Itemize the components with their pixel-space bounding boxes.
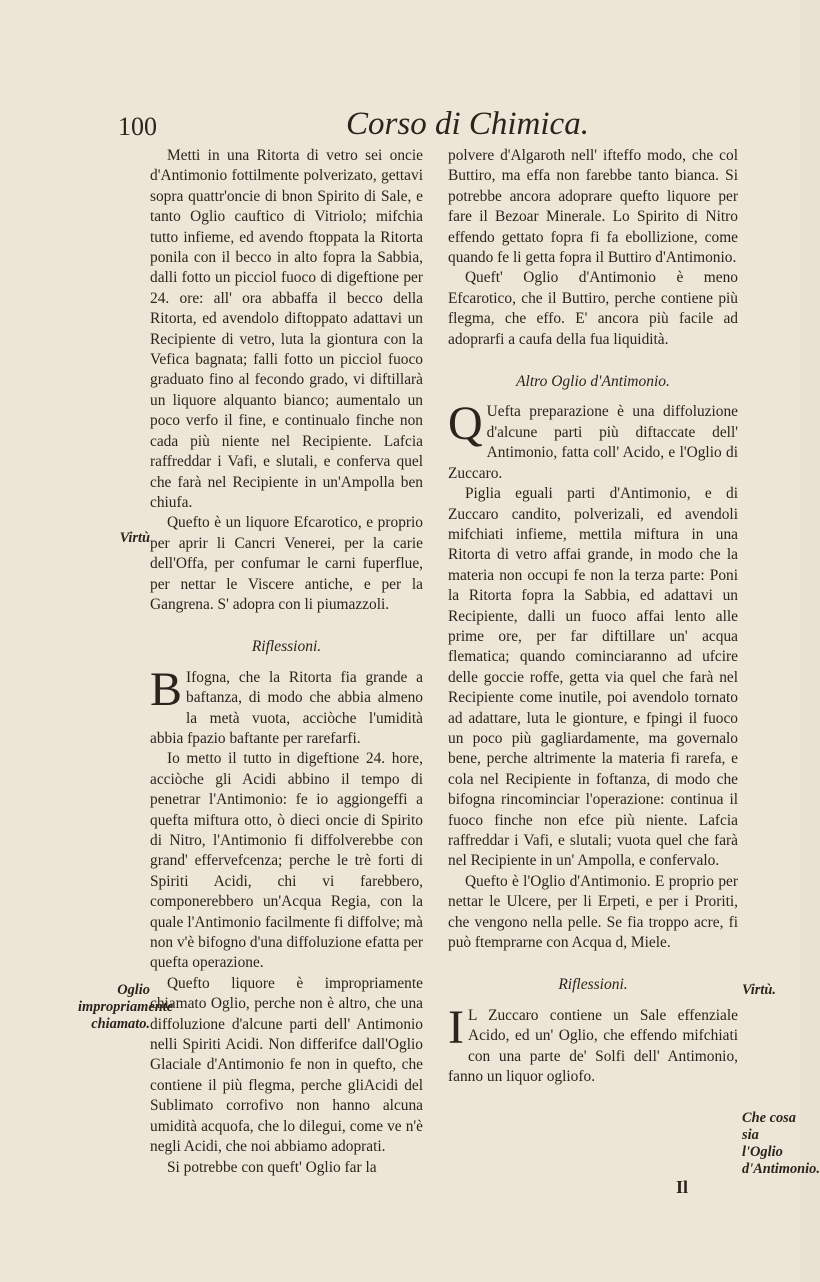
margin-note-virtu-right: Virtù. [742,982,777,998]
section-gap [448,996,738,1006]
paragraph-text: Ifogna, che la Ritorta fia grande a baftanza, di modo che abbia almeno la metà vuota, acciòche l'umidità abbia fpazio baftante per rarefarfi. [150,668,423,747]
right-column [448,146,738,1087]
page-number: 100 [118,112,157,141]
margin-note-oglio-impropriamente: Oglio impropriamente chiamato. [78,982,174,1032]
margin-note-che-cosa: Che cosa sia l'Oglio d'Antimonio. [742,1110,820,1177]
paragraph-with-initial [448,397,738,484]
margin-note-virtu: Virtù [119,530,150,546]
section-heading: Altro Oglio d'Antimonio. [516,373,670,391]
drop-cap-initial: Q [448,397,483,451]
right-paragraph: polvere d'Algaroth nell' ifteffo modo, che col Buttiro, ma effa non farebbe tanto bianca. Si potrebbe ancora adoprare quefto liquore per fare il Bezoar Minerale. Lo Spirito di Nitro effendo gettato fopra fi fa ebollizione, come quando fe li getta fopra il Buttiro d'Antimonio. [448,147,738,267]
left-paragraph: Io metto il tutto in digeftione 24. hore, acciòche gli Acidi abbino il tempo di penetrar l'Antimonio: fe io aggiongeffi a quefta miftura otto, ò dieci oncie di Spirito di Nitro, l'Antimonio fi diffolverebbe con grand' effervefcenza; perche le trè forti di Spiriti Acidi, chi vi farebbero, componerebbero un'Acqua Regia, con la quale l'Antimonio facilmente fi diffolve; mà non v'è bifogno d'una diffoluzione efatta per quefta operazione. [150,750,423,972]
section-gap [448,392,738,402]
paragraph-text: Uefta preparazione è una diffoluzione d'alcune parti più diftaccate dell' Antimonio, fatta coll' Acido, e l'Oglio di Zuccaro. [448,403,738,482]
section-gap [150,658,423,668]
paragraph-with-initial [150,662,423,750]
left-paragraph: Quefto è un liquore Efcarotico, e proprio per aprir li Cancri Venerei, per la carie dell'Offa, per confumar le carni fuperflue, per nettar le Viscere antiche, e per la Gangrena. S' adopra con li piumazzoli. [150,514,423,613]
page-header [118,104,678,144]
section-heading: Riflessioni. [251,638,322,656]
right-paragraph: Quefto è l'Oglio d'Antimonio. E proprio per nettar le Ulcere, per li Erpeti, e per i Proriti, che vengono nella pelle. Se fia troppo acre, fi può ftemprarne con Acqua d, Miele. [448,872,738,952]
running-title: Corso di Chimica. [346,106,589,142]
section-heading: Riflessioni. [558,976,628,994]
left-paragraph: Metti in una Ritorta di vetro sei oncie d'Antimonio fottilmente polverizato, gettavi sopra quattr'oncie di bnon Spirito di Sale, e tanto Oglio cauftico di Vitriolo; mifchia tutto infieme, ed avendo ftoppata la Ritorta ponila con il becco in alto fopra la Sabbia, dalli fotto un picciol fuoco di digeftione per 24. ore: all' ora abbaffa il becco della Ritorta, ed avendolo diftoppato adattavi un Recipiente di vetro, luta la giontura con la Vefica bagnata; falli fotto un picciol fuoco graduato fino al fecondo grado, vi diftillarà un liquore alquanto bianco; aumentalo un poco verfo il fine, e continualo finche non cada più niente nel Recipiente. Lafcia raffreddar i Vafi, e slutali, e conferva quel che farà nel Recipiente in un'Ampolla ben chiufa. [150,147,423,511]
paragraph-with-initial [448,1000,738,1088]
section-gap [448,953,738,975]
left-paragraph: Quefto liquore è impropriamente chiamato Oglio, perche non è altro, che una diffoluzione d'alcune parti dell' Antimonio nelli Spiriti Acidi. Non differifce dall'Oglio Glaciale d'Antimonio fe non in quefto, che contiene il più flegma, perche gliAcidi del Sublimato corrofivo non hanno alcuna umidità acquofa, che lo dilegui, come ve n'è negli Acidi, che noi abbiamo adoprati. [150,974,423,1156]
right-paragraph: Queft' Oglio d'Antimonio è meno Efcarotico, che il Buttiro, perche contiene più flegma, che effo. E' ancora più facile ad adoprarfi a caufa della fua liquidità. [448,269,738,348]
section-gap [150,615,423,637]
left-column [150,146,423,1178]
left-paragraph: Si potrebbe con queft' Oglio far la [166,1158,377,1176]
drop-cap-initial: B [150,662,183,716]
catchword: Il [676,1177,689,1197]
paragraph-text: L Zuccaro contiene un Sale effenziale Acido, ed un' Oglio, che effendo mifchiati con una parte de' Solfi dell' Antimonio, fanno un liquor ogliofo. [448,1006,738,1086]
drop-cap-initial: I [448,1000,464,1054]
section-gap [448,350,738,372]
right-paragraph: Piglia eguali parti d'Antimonio, e di Zuccaro candito, polverizali, ed avendoli mifchiati infieme, mettila miftura in una Ritorta di vetro affai grande, in modo che la materia non occupi fe non la terza parte: Poni la Ritorta fopra la Sabbia, ed adattavi un Recipiente, dalli un fuoco affai lento alle prime ore, per far diftillare un' acqua flematica; quando cominciaranno ad ufcire delle goccie roffe, getta via quel che farà nel Recipiente come inutile, poi avendolo tornato ad adattare, luta le gionture, e fpingi il fuoco un poco più gagliardamente, ma governalo bene, perche altrimente la materia fi rarefa, e cola nel Recipiente in foftanza, di modo che bifogna rincominciar l'operazione: continua il fuoco finche non efce più niente. Lafcia raffreddar i Vafi, e slutali; vuota quel che farà nel Recipiente in un' Ampolla, e confervalo. [448,485,738,870]
